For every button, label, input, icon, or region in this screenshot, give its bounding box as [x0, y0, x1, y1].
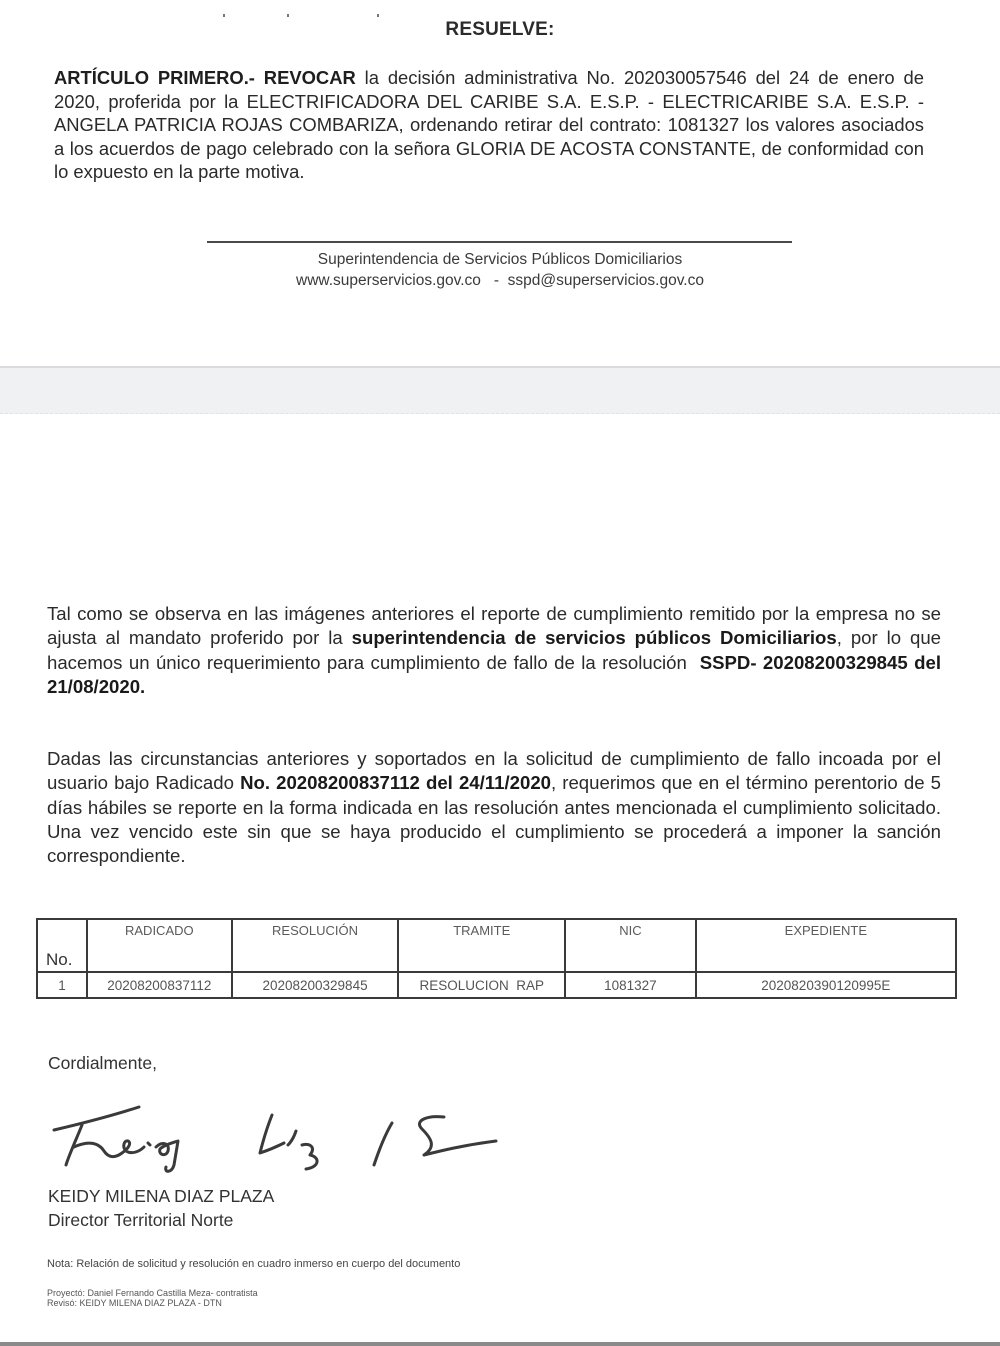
column-header-no: No.	[37, 919, 87, 972]
scan-artifact-dot	[287, 14, 289, 17]
paragraph-text: , por lo que hacemos un único requerimiento para cumplimiento de fallo de la resolución	[47, 627, 941, 673]
column-header-radicado: RADICADO	[87, 919, 232, 972]
paragraph-text: , requerimos que en el término perentorio de 5 días hábiles se reporte en la forma indicada en las resolución antes mencionada el cumplimiento solicitado. Una vez vencido este sin que se haya producido el cumplimiento se procederá a imponer la sanción correspondiente.	[47, 772, 941, 867]
article-body: la decisión administrativa No. 202030057546 del 24 de enero de 2020, proferida por la ELECTRIFICADORA DEL CARIBE S.A. E.S.P. - ELECTRICARIBE S.A. E.S.P. - ANGELA PATRICIA ROJAS COMBARIZA, ordenando retirar del contrato: 1081327 los valores asociados a los acuerdos de pago celebrado con la señora GLORIA DE ACOSTA CONSTANTE, de conformidad con lo expuesto en la parte motiva.	[54, 67, 924, 182]
column-header-nic: NIC	[565, 919, 696, 972]
article-heading: ARTÍCULO PRIMERO.- REVOCAR	[54, 67, 356, 88]
projected-by: Proyectó: Daniel Fernando Castilla Meza- contratista	[47, 1288, 258, 1298]
cell-tramite: RESOLUCION RAP	[398, 972, 565, 998]
paragraph-requirement	[47, 747, 941, 868]
footer-organization: Superintendencia de Servicios Públicos Domiciliarios	[317, 251, 683, 268]
signer-name: KEIDY MILENA DIAZ PLAZA	[48, 1186, 275, 1206]
column-header-resolucion: RESOLUCIÓN	[232, 919, 399, 972]
footer-contact: www.superservicios.gov.co - sspd@superservicios.gov.co	[296, 272, 704, 289]
request-table	[36, 918, 957, 999]
cell-nic: 1081327	[565, 972, 696, 998]
cell-radicado: 20208200837112	[87, 972, 232, 998]
scan-artifact-dot	[377, 14, 379, 17]
section-heading: RESUELVE:	[445, 19, 555, 40]
paragraph-bold: superintendencia de servicios públicos Domiciliarios	[351, 627, 837, 649]
closing-salutation: Cordialmente,	[48, 1053, 157, 1073]
column-header-tramite: TRAMITE	[398, 919, 565, 972]
document-note: Nota: Relación de solicitud y resolución en cuadro inmerso en cuerpo del documento	[47, 1258, 461, 1270]
cell-expediente: 2020820390120995E	[696, 972, 956, 998]
footer-divider	[207, 241, 792, 243]
table-row	[37, 972, 956, 998]
radicado-reference: No. 20208200837112 del 24/11/2020	[240, 772, 551, 794]
page-separator	[0, 366, 1000, 414]
column-header-expediente: EXPEDIENTE	[696, 919, 956, 972]
paragraph-text: Dadas las circunstancias anteriores y soportados en la solicitud de cumplimiento de fallo incoada por el usuario bajo Radicado	[47, 748, 941, 794]
signer-title: Director Territorial Norte	[48, 1210, 234, 1230]
paragraph-observation	[47, 602, 941, 699]
scan-artifact-dot	[223, 14, 225, 17]
cell-resolucion: 20208200329845	[232, 972, 399, 998]
reviewed-by: Revisó: KEIDY MILENA DIAZ PLAZA - DTN	[47, 1298, 222, 1308]
bottom-border	[0, 1342, 1000, 1346]
handwritten-signature	[44, 1085, 504, 1180]
cell-no: 1	[37, 972, 87, 998]
article-paragraph	[54, 66, 924, 184]
paragraph-text: Tal como se observa en las imágenes anteriores el reporte de cumplimiento remitido por la empresa no se ajusta al mandato proferido por la	[47, 603, 941, 649]
table-header-row	[37, 919, 956, 972]
resolution-reference: SSPD- 20208200329845 del 21/08/2020.	[47, 651, 941, 697]
